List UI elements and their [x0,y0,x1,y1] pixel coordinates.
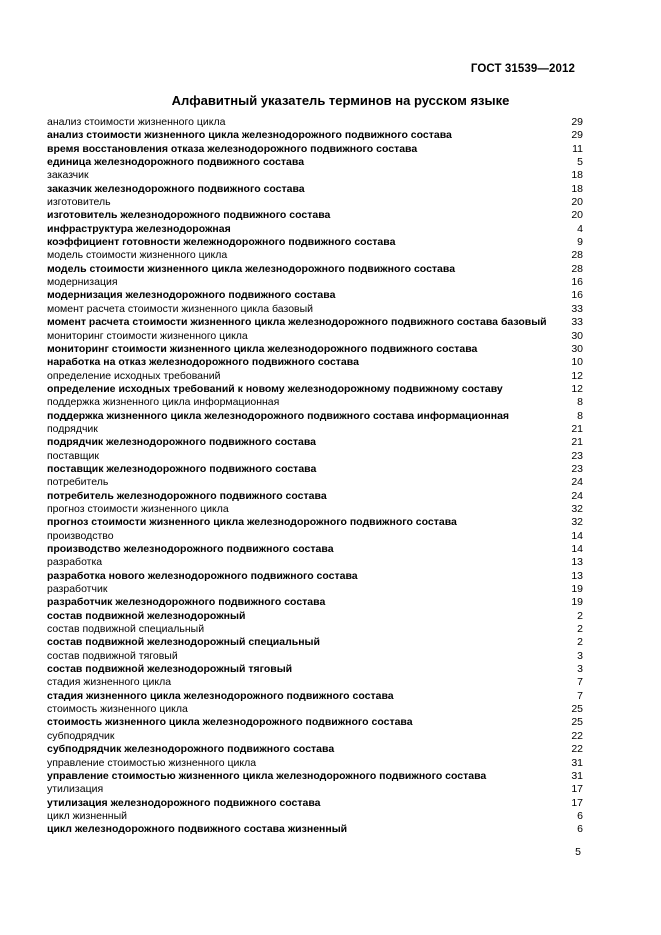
index-entry [47,410,583,423]
index-entry [47,436,583,449]
page-number: 5 [575,846,581,858]
index-page-ref: 23 [571,449,583,462]
index-term: изготовитель [47,196,111,209]
index-term: стоимость жизненного цикла железнодорожного подвижного состава [47,716,413,729]
index-entry [47,383,583,396]
index-term: единица железнодорожного подвижного состава [47,156,305,169]
index-entry [47,129,583,142]
index-page-ref: 28 [571,249,583,262]
index-entry [47,690,583,703]
index-page-ref: 14 [571,529,583,542]
index-page-ref: 16 [571,289,583,302]
document-code: ГОСТ 31539—2012 [470,63,575,75]
index-page-ref: 9 [577,236,583,249]
index-page-ref: 12 [571,382,583,395]
index-term: мониторинг стоимости жизненного цикла [47,329,248,342]
index-term: модернизация [47,276,118,289]
index-term: время восстановления отказа железнодорожного подвижного состава [47,142,418,155]
index-page-ref: 32 [571,516,583,529]
index-term: мониторинг стоимости жизненного цикла железнодорожного подвижного состава [47,342,478,355]
index-entry [47,596,583,609]
index-page-ref: 22 [571,743,583,756]
index-page-ref: 2 [577,609,583,622]
index-entry [47,783,583,796]
index-entry [47,703,583,716]
index-entry [47,663,583,676]
index-term: цикл жизненный [47,809,127,822]
index-page-ref: 12 [571,369,583,382]
index-term: подрядчик железнодорожного подвижного состава [47,436,317,449]
index-page-ref: 21 [571,436,583,449]
index-entry [47,236,583,249]
index-entry [47,169,583,182]
index-term: состав подвижной специальный [47,623,205,636]
index-term: состав подвижной железнодорожный [47,609,246,622]
index-page-ref: 8 [577,409,583,422]
index-page-ref: 30 [571,342,583,355]
index-entry [47,289,583,302]
index-entry [47,503,583,516]
index-term: изготовитель железнодорожного подвижного состава [47,209,331,222]
index-entry [47,716,583,729]
page-title: Алфавитный указатель терминов на русском языке [171,93,510,108]
index-page-ref: 25 [571,703,583,716]
index-entry [47,143,583,156]
index-page-ref: 13 [571,569,583,582]
index-term: коэффициент готовности жележнодорожного подвижного состава [47,236,396,249]
index-term: состав подвижной железнодорожный тяговый [47,663,293,676]
index-page-ref: 7 [577,676,583,689]
index-term: утилизация [47,783,104,796]
index-entry [47,623,583,636]
index-term: поддержка жизненного цикла железнодорожного подвижного состава информационная [47,409,510,422]
index-term: стоимость жизненного цикла [47,703,188,716]
index-term: анализ стоимости жизненного цикла железнодорожного подвижного состава [47,129,452,142]
index-entry [47,490,583,503]
index-entry [47,316,583,329]
index-entry [47,797,583,810]
index-entry [47,650,583,663]
index-term: разработка [47,556,103,569]
index-page-ref: 10 [571,356,583,369]
index-page-ref: 8 [577,396,583,409]
index-entry [47,676,583,689]
index-entry [47,223,583,236]
index-entry [47,570,583,583]
index-page-ref: 31 [571,769,583,782]
index-term: состав подвижной железнодорожный специальный [47,636,320,649]
index-entry [47,476,583,489]
index-page-ref: 24 [571,489,583,502]
index-page-ref: 6 [577,823,583,836]
index-term: субподрядчик железнодорожного подвижного состава [47,743,335,756]
index-term: потребитель [47,476,109,489]
index-term: потребитель железнодорожного подвижного состава [47,489,327,502]
index-entry [47,276,583,289]
index-term: прогноз стоимости жизненного цикла [47,502,229,515]
index-entry [47,330,583,343]
index-term: состав подвижной тяговый [47,649,178,662]
index-term: утилизация железнодорожного подвижного состава [47,796,321,809]
index-term: цикл железнодорожного подвижного состава жизненный [47,823,348,836]
index-term: поддержка жизненного цикла информационная [47,396,280,409]
index-page-ref: 29 [571,129,583,142]
index-page-ref: 21 [571,422,583,435]
index-page-ref: 24 [571,476,583,489]
index-term: модель стоимости жизненного цикла [47,249,228,262]
index-term: разработчик [47,583,108,596]
index-term: субподрядчик [47,729,115,742]
index-page-ref: 5 [577,156,583,169]
index-term: прогноз стоимости жизненного цикла железнодорожного подвижного состава [47,516,457,529]
index-entry [47,757,583,770]
index-page-ref: 33 [571,316,583,329]
index-term: модернизация железнодорожного подвижного состава [47,289,336,302]
index-page-ref: 32 [571,502,583,515]
index-page-ref: 6 [577,809,583,822]
index-page-ref: 3 [577,663,583,676]
index-page-ref: 19 [571,583,583,596]
term-index-list [47,116,583,837]
index-page-ref: 17 [571,783,583,796]
index-entry [47,583,583,596]
index-entry [47,396,583,409]
index-page-ref: 20 [571,209,583,222]
index-entry [47,556,583,569]
index-term: заказчик железнодорожного подвижного состава [47,182,305,195]
index-entry [47,263,583,276]
index-page-ref: 18 [571,182,583,195]
index-entry [47,636,583,649]
index-term: наработка на отказ железнодорожного подвижного состава [47,356,359,369]
index-page-ref: 33 [571,302,583,315]
index-entry [47,463,583,476]
index-term: поставщик железнодорожного подвижного состава [47,462,317,475]
index-page-ref: 14 [571,543,583,555]
index-term: производство железнодорожного подвижного состава [47,543,334,555]
index-page-ref: 2 [577,623,583,636]
index-term: стадия жизненного цикла железнодорожного подвижного состава [47,689,394,702]
index-entry [47,543,583,556]
index-page-ref: 22 [571,729,583,742]
index-entry [47,249,583,262]
index-page-ref: 13 [571,556,583,569]
index-term: разработка нового железнодорожного подвижного состава [47,569,358,582]
index-page-ref: 3 [577,649,583,662]
index-term: поставщик [47,449,99,462]
index-term: момент расчета стоимости жизненного цикла базовый [47,302,314,315]
index-entry [47,370,583,383]
index-entry [47,730,583,743]
index-page-ref: 17 [571,796,583,809]
index-entry [47,156,583,169]
index-term: момент расчета стоимости жизненного цикла железнодорожного подвижного состава базовый [47,316,547,329]
index-entry [47,303,583,316]
index-entry [47,770,583,783]
index-term: заказчик [47,169,89,182]
index-page-ref: 7 [577,689,583,702]
index-page-ref: 2 [577,636,583,649]
index-entry [47,116,583,129]
index-page-ref: 18 [571,169,583,182]
index-term: инфраструктура железнодорожная [47,222,231,235]
index-term: производство [47,529,114,542]
index-entry [47,450,583,463]
index-term: разработчик железнодорожного подвижного состава [47,596,326,609]
index-page-ref: 29 [571,116,583,128]
index-entry [47,423,583,436]
index-entry [47,356,583,369]
index-entry [47,196,583,209]
index-entry [47,810,583,823]
index-page-ref: 23 [571,462,583,475]
index-term: управление стоимостью жизненного цикла железнодорожного подвижного состава [47,769,487,782]
index-page-ref: 16 [571,276,583,289]
index-page-ref: 28 [571,262,583,275]
index-entry [47,530,583,543]
index-page-ref: 31 [571,756,583,769]
index-page-ref: 30 [571,329,583,342]
index-entry [47,610,583,623]
index-term: подрядчик [47,422,98,435]
index-page-ref: 4 [577,222,583,235]
index-entry [47,823,583,836]
index-page-ref: 25 [571,716,583,729]
index-entry [47,743,583,756]
index-term: стадия жизненного цикла [47,676,172,689]
index-term: анализ стоимости жизненного цикла [47,116,226,128]
index-term: модель стоимости жизненного цикла железнодорожного подвижного состава [47,262,456,275]
index-entry [47,183,583,196]
index-entry [47,343,583,356]
index-page-ref: 20 [571,196,583,209]
index-entry [47,516,583,529]
index-term: определение исходных требований к новому железнодорожному подвижному составу [47,382,503,395]
index-page-ref: 19 [571,596,583,609]
index-term: определение исходных требований [47,369,221,382]
index-term: управление стоимостью жизненного цикла [47,756,257,769]
index-page-ref: 11 [572,142,583,155]
index-entry [47,209,583,222]
